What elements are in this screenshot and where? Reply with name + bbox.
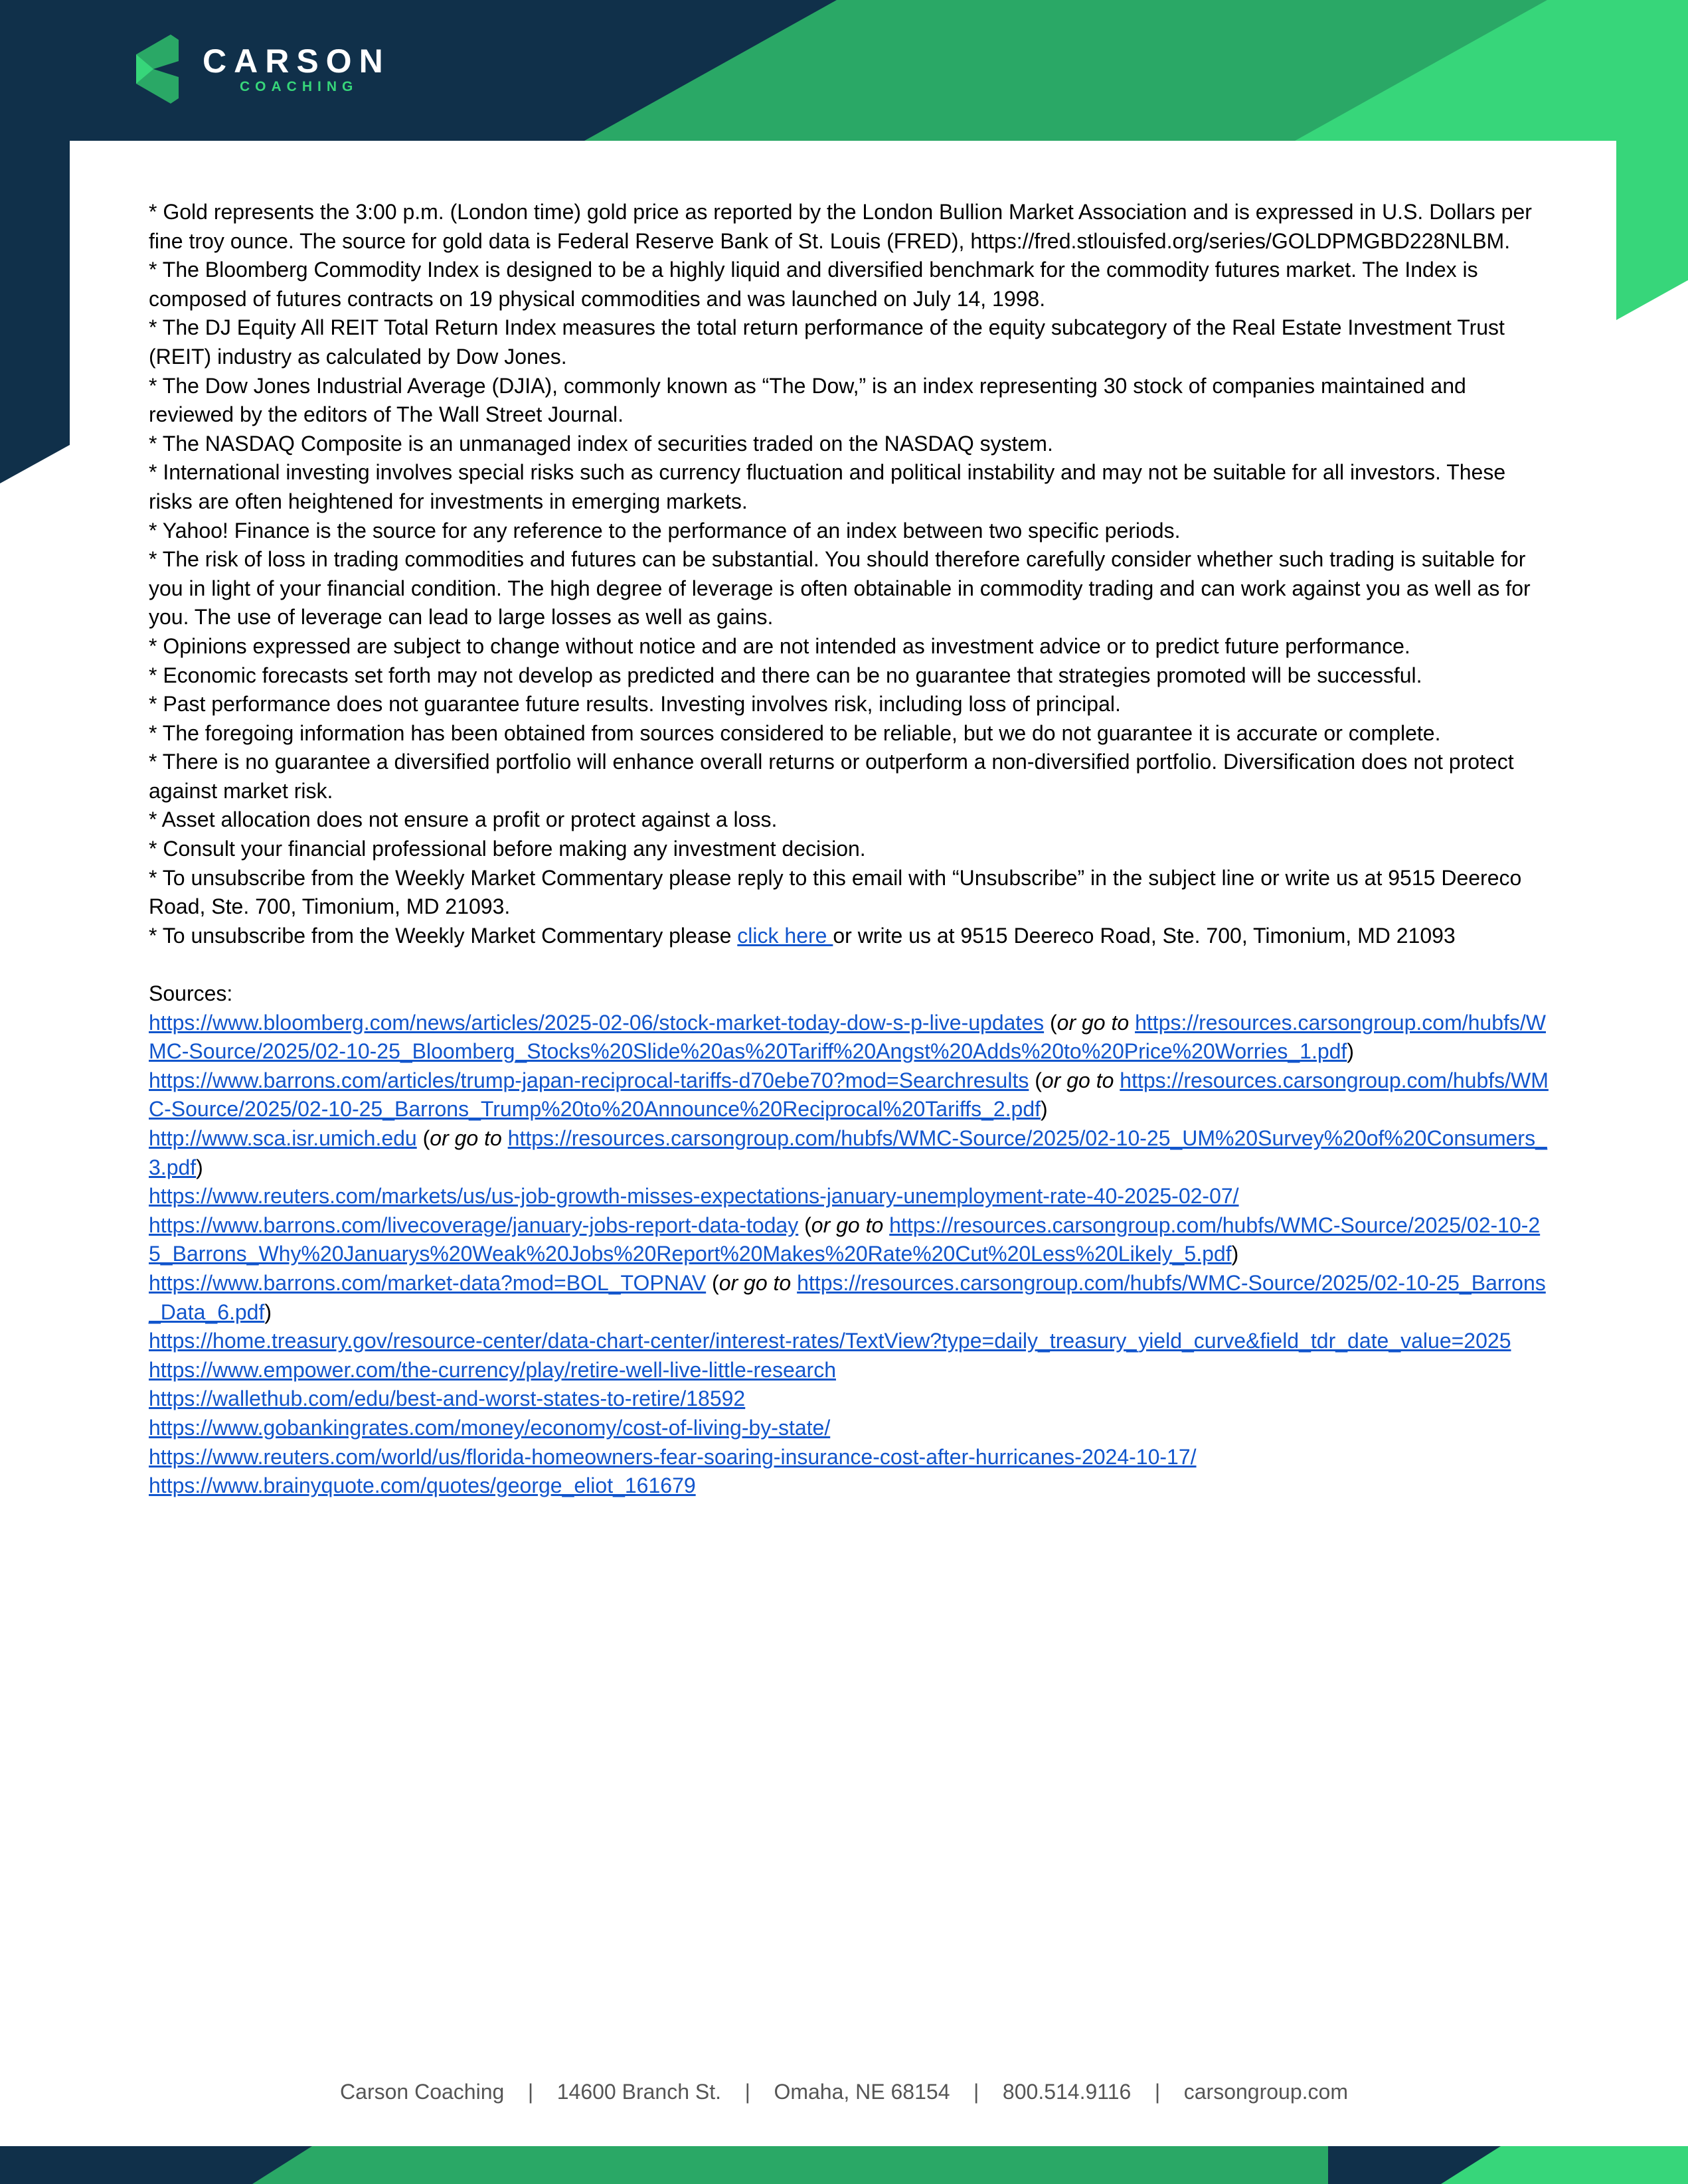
source-link[interactable]: https://www.barrons.com/articles/trump-japan-reciprocal-tariffs-d70ebe70?mod=Searchresults (149, 1068, 1029, 1092)
disclosure-item: * The DJ Equity All REIT Total Return Index measures the total return performance of the equity subcategory of the Real Estate Investment Trust (REIT) industry as calculated by Dow Jones. (149, 315, 1505, 369)
source-item (149, 1327, 1550, 1356)
source-link[interactable]: https://home.treasury.gov/resource-center/data-chart-center/interest-rates/TextView?type=daily_treasury_yield_curve&field_tdr_date_value=2025 (149, 1329, 1511, 1353)
disclosure-item: * The foregoing information has been obtained from sources considered to be reliable, but we do not guarantee it is accurate or complete. (149, 720, 1441, 745)
disclosure-item: * Consult your financial professional before making any investment decision. (149, 837, 866, 861)
disclosure-item: * Asset allocation does not ensure a profit or protect against a loss. (149, 807, 778, 832)
disclosure-item: * Gold represents the 3:00 p.m. (London time) gold price as reported by the London Bullion Market Association and is expressed in U.S. Dollars per fine troy ounce. The source for gold data is Federal Reserve Bank of St. Louis (FRED), https://fred.stlouisfed.org/series/GOLDPMGBD228NLBM. (149, 200, 1532, 253)
disclosure-item: * The Dow Jones Industrial Average (DJIA), commonly known as “The Dow,” is an index representing 30 stock of companies maintained and reviewed by the editors of The Wall Street Journal. (149, 373, 1466, 427)
footer-address: 14600 Branch St. (556, 2080, 721, 2104)
disclosure-item: * The risk of loss in trading commodities and futures can be substantial. You should therefore carefully consider whether such trading is suitable for you in light of your financial condition. The high degree of leverage is often obtainable in commodity trading and can work against you as well as for you. The use of leverage can lead to large losses as well as gains. (149, 547, 1531, 630)
source-item: https://www.barrons.com/market-data?mod=BOL_TOPNAV (or go to https://resources.carsongroup.com/hubfs/WMC-Source/2025/02-10-25_Barrons_Data_6.pdf) (149, 1270, 1546, 1324)
or-go-to-text: or go to (1056, 1010, 1130, 1035)
sources-heading: Sources: (149, 981, 233, 1006)
disclosure-item: * The NASDAQ Composite is an unmanaged index of securities traded on the NASDAQ system. (149, 431, 1053, 456)
source-item (149, 1385, 1550, 1414)
or-go-to-text: or go to (1041, 1068, 1114, 1092)
source-link[interactable]: https://www.reuters.com/world/us/florida-homeowners-fear-soaring-insurance-cost-after-hurricanes-2024-10-17/ (149, 1444, 1197, 1469)
unsubscribe-text-after: or write us at 9515 Deereco Road, Ste. 700, Timonium, MD 21093 (833, 923, 1456, 948)
source-link[interactable]: https://www.empower.com/the-currency/play/retire-well-live-little-research (149, 1357, 836, 1382)
footer-website: carsongroup.com (1183, 2080, 1348, 2104)
footer-company: Carson Coaching (340, 2080, 505, 2104)
carson-logo (136, 35, 390, 104)
disclosure-item: * There is no guarantee a diversified portfolio will enhance overall returns or outperform a non-diversified portfolio. Diversification does not protect against market risk. (149, 750, 1514, 803)
disclosure-item: * Economic forecasts set forth may not develop as predicted and there can be no guarantee that strategies promoted will be successful. (149, 663, 1422, 687)
source-item: https://www.barrons.com/articles/trump-japan-reciprocal-tariffs-d70ebe70?mod=Searchresults (or go to https://resources.carsongroup.com/hubfs/WMC-Source/2025/02-10-25_Barrons_Trump%20to%20Announce%20Reciprocal%20Tariffs_2.pdf) (149, 1068, 1549, 1122)
source-item (149, 1471, 1550, 1501)
brand-subtitle: COACHING (240, 79, 359, 94)
source-item (149, 1356, 1550, 1385)
disclosure-item: * The Bloomberg Commodity Index is designed to be a highly liquid and diversified benchmark for the commodity futures market. The Index is composed of futures contracts on 19 physical commodities and was launched on July 14, 1998. (149, 258, 1478, 311)
or-go-to-text: or go to (430, 1126, 502, 1150)
disclosure-item: * To unsubscribe from the Weekly Market Commentary please reply to this email with “Unsubscribe” in the subject line or write us at 9515 Deereco Road, Ste. 700, Timonium, MD 21093. (149, 865, 1522, 919)
source-link[interactable]: https://www.barrons.com/market-data?mod=BOL_TOPNAV (149, 1270, 707, 1295)
disclosure-item: * Opinions expressed are subject to change without notice and are not intended as investment advice or to predict future performance. (149, 633, 1410, 658)
footer-phone: 800.514.9116 (1002, 2080, 1132, 2104)
disclosure-item: * Past performance does not guarantee future results. Investing involves risk, including loss of principal. (149, 692, 1121, 716)
source-alt-link[interactable]: https://resources.carsongroup.com/hubfs/WMC-Source/2025/02-10-25_Barrons_Data_6.pdf (149, 1270, 1546, 1324)
source-alt-link[interactable]: https://resources.carsongroup.com/hubfs/WMC-Source/2025/02-10-25_Barrons_Trump%20to%20Announce%20Reciprocal%20Tariffs_2.pdf (149, 1068, 1549, 1122)
source-link[interactable]: https://www.gobankingrates.com/money/economy/cost-of-living-by-state/ (149, 1415, 831, 1440)
disclosure-item: * International investing involves special risks such as currency fluctuation and political instability and may not be suitable for all investors. These risks are often heightened for investments in emerging markets. (149, 460, 1506, 513)
source-link[interactable]: https://wallethub.com/edu/best-and-worst-states-to-retire/18592 (149, 1386, 746, 1411)
source-item (149, 1182, 1550, 1211)
source-item (149, 1443, 1550, 1472)
unsubscribe-text-before: * To unsubscribe from the Weekly Market Commentary please (149, 923, 738, 948)
click-here-link[interactable]: click here (737, 923, 833, 948)
source-link[interactable]: https://www.brainyquote.com/quotes/george_eliot_161679 (149, 1473, 696, 1498)
source-item (149, 1414, 1550, 1443)
page-footer: Carson Coaching | 14600 Branch St. | Omaha, NE 68154 | 800.514.9116 | carsongroup.com (340, 2080, 1348, 2104)
source-link[interactable]: https://www.bloomberg.com/news/articles/2025-02-06/stock-market-today-dow-s-p-live-updates (149, 1010, 1045, 1035)
source-item: http://www.sca.isr.umich.edu (or go to https://resources.carsongroup.com/hubfs/WMC-Source/2025/02-10-25_UM%20Survey%20of%20Consumers_3.pdf) (149, 1126, 1547, 1179)
disclosure-item: * Yahoo! Finance is the source for any reference to the performance of an index between two specific periods. (149, 518, 1181, 543)
source-item: https://www.bloomberg.com/news/articles/2025-02-06/stock-market-today-dow-s-p-live-updates (or go to https://resources.carsongroup.com/hubfs/WMC-Source/2025/02-10-25_Bloomberg_Stocks%20Slide%20as%20Tariff%20Angst%20Adds%20to%20Price%20Worries_1.pdf) (149, 1010, 1546, 1064)
brand-name: CARSON (203, 42, 390, 80)
source-link[interactable]: https://www.reuters.com/markets/us/us-job-growth-misses-expectations-january-unemployment-rate-40-2025-02-07/ (149, 1184, 1239, 1209)
unsubscribe-line (149, 922, 1550, 951)
source-item: https://www.barrons.com/livecoverage/january-jobs-report-data-today (or go to https://resources.carsongroup.com/hubfs/WMC-Source/2025/02-10-25_Barrons_Why%20Januarys%20Weak%20Jobs%20Report%20Makes%20Rate%20Cut%20Less%20Likely_5.pdf) (149, 1213, 1541, 1266)
source-alt-link[interactable]: https://resources.carsongroup.com/hubfs/WMC-Source/2025/02-10-25_Bloomberg_Stocks%20Slide%20as%20Tariff%20Angst%20Adds%20to%20Price%20Worries_1.pdf (149, 1010, 1546, 1064)
source-alt-link[interactable]: https://resources.carsongroup.com/hubfs/WMC-Source/2025/02-10-25_Barrons_Why%20Januarys%20Weak%20Jobs%20Report%20Makes%20Rate%20Cut%20Less%20Likely_5.pdf (149, 1213, 1541, 1266)
source-link[interactable]: https://www.barrons.com/livecoverage/january-jobs-report-data-today (149, 1213, 799, 1237)
disclosures-body (149, 198, 1550, 1501)
or-go-to-text: or go to (811, 1213, 884, 1237)
or-go-to-text: or go to (718, 1270, 792, 1295)
carson-chevron-icon (136, 35, 179, 104)
source-alt-link[interactable]: https://resources.carsongroup.com/hubfs/WMC-Source/2025/02-10-25_UM%20Survey%20of%20Consumers_3.pdf (149, 1126, 1547, 1179)
source-link[interactable]: http://www.sca.isr.umich.edu (149, 1126, 417, 1150)
footer-city: Omaha, NE 68154 (774, 2080, 950, 2104)
